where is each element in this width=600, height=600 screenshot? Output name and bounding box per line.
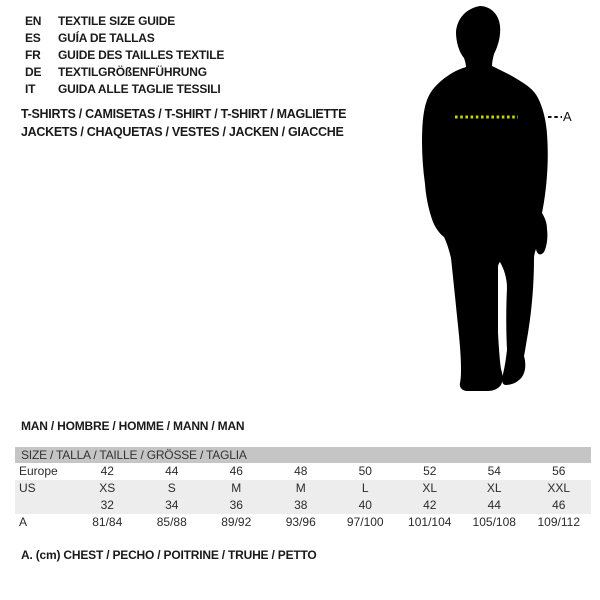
size-cell: 97/100 (346, 515, 384, 529)
language-label: GUIDA ALLE TAGLIE TESSILI (58, 82, 221, 96)
size-table-header: SIZE / TALLA / TAILLE / GRÖSSE / TAGLIA (15, 447, 591, 463)
size-cell: 44 (165, 464, 179, 478)
size-cell: 46 (552, 498, 566, 512)
size-cell: S (167, 481, 176, 495)
table-row-us (15, 480, 591, 497)
size-cell: 93/96 (285, 515, 316, 529)
size-cell: 42 (423, 498, 437, 512)
size-cell: XL (486, 481, 502, 495)
size-cell: 38 (294, 498, 308, 512)
language-code: FR (25, 48, 41, 62)
size-cell: 101/104 (408, 515, 452, 529)
language-list (25, 13, 224, 98)
language-code: ES (25, 31, 41, 45)
language-label: GUIDE DES TAILLES TEXTILE (58, 48, 225, 62)
row-label (15, 497, 75, 514)
size-cell: M (295, 481, 306, 495)
size-cell: 46 (229, 464, 243, 478)
size-cell: 85/88 (156, 515, 187, 529)
language-code: IT (25, 82, 36, 96)
size-cell: 50 (358, 464, 372, 478)
man-silhouette-shape (422, 6, 548, 391)
section-heading-man: MAN / HOMBRE / HOMME / MANN / MAN (21, 419, 245, 433)
row-label: A (19, 515, 28, 529)
row-label: US (19, 481, 36, 495)
measure-label-a: A (563, 109, 572, 124)
size-cell: 32 (100, 498, 114, 512)
size-cell: 81/84 (92, 515, 123, 529)
size-cell: XXL (547, 481, 571, 495)
language-row-de (25, 64, 224, 81)
size-cell: 109/112 (537, 515, 580, 529)
size-cell: 36 (229, 498, 243, 512)
language-row-en (25, 13, 224, 30)
size-cell: M (231, 481, 242, 495)
size-cell: 48 (294, 464, 308, 478)
man-silhouette (405, 0, 590, 395)
language-row-it (25, 81, 224, 98)
size-cell: XL (422, 481, 438, 495)
size-cell: 89/92 (221, 515, 252, 529)
language-row-es (25, 30, 224, 47)
size-table (15, 447, 591, 531)
language-label: TEXTILE SIZE GUIDE (58, 14, 176, 28)
language-code: DE (25, 65, 42, 79)
size-cell: 42 (100, 464, 114, 478)
row-label: Europe (19, 464, 58, 478)
table-row-europe (15, 463, 591, 480)
table-row-numeric (15, 497, 591, 514)
language-row-fr (25, 47, 224, 64)
size-cell: XS (99, 481, 116, 495)
size-cell: 44 (487, 498, 501, 512)
size-cell: 52 (423, 464, 437, 478)
size-cell: L (361, 481, 369, 495)
size-cell: 56 (552, 464, 566, 478)
language-label: TEXTILGRÖßENFÜHRUNG (58, 65, 207, 79)
category-line-jackets: JACKETS / CHAQUETAS / VESTES / JACKEN / GIACCHE (21, 125, 344, 139)
garment-categories (21, 105, 346, 141)
category-line-tshirts: T-SHIRTS / CAMISETAS / T-SHIRT / T-SHIRT / MAGLIETTE (21, 107, 347, 121)
table-row-chest-a (15, 514, 591, 531)
measurement-footnote: A. (cm) CHEST / PECHO / POITRINE / TRUHE / PETTO (21, 548, 317, 562)
size-cell: 34 (165, 498, 179, 512)
language-label: GUÍA DE TALLAS (58, 31, 155, 45)
size-cell: 40 (358, 498, 372, 512)
language-code: EN (25, 14, 42, 28)
size-cell: 105/108 (472, 515, 516, 529)
size-cell: 54 (487, 464, 501, 478)
